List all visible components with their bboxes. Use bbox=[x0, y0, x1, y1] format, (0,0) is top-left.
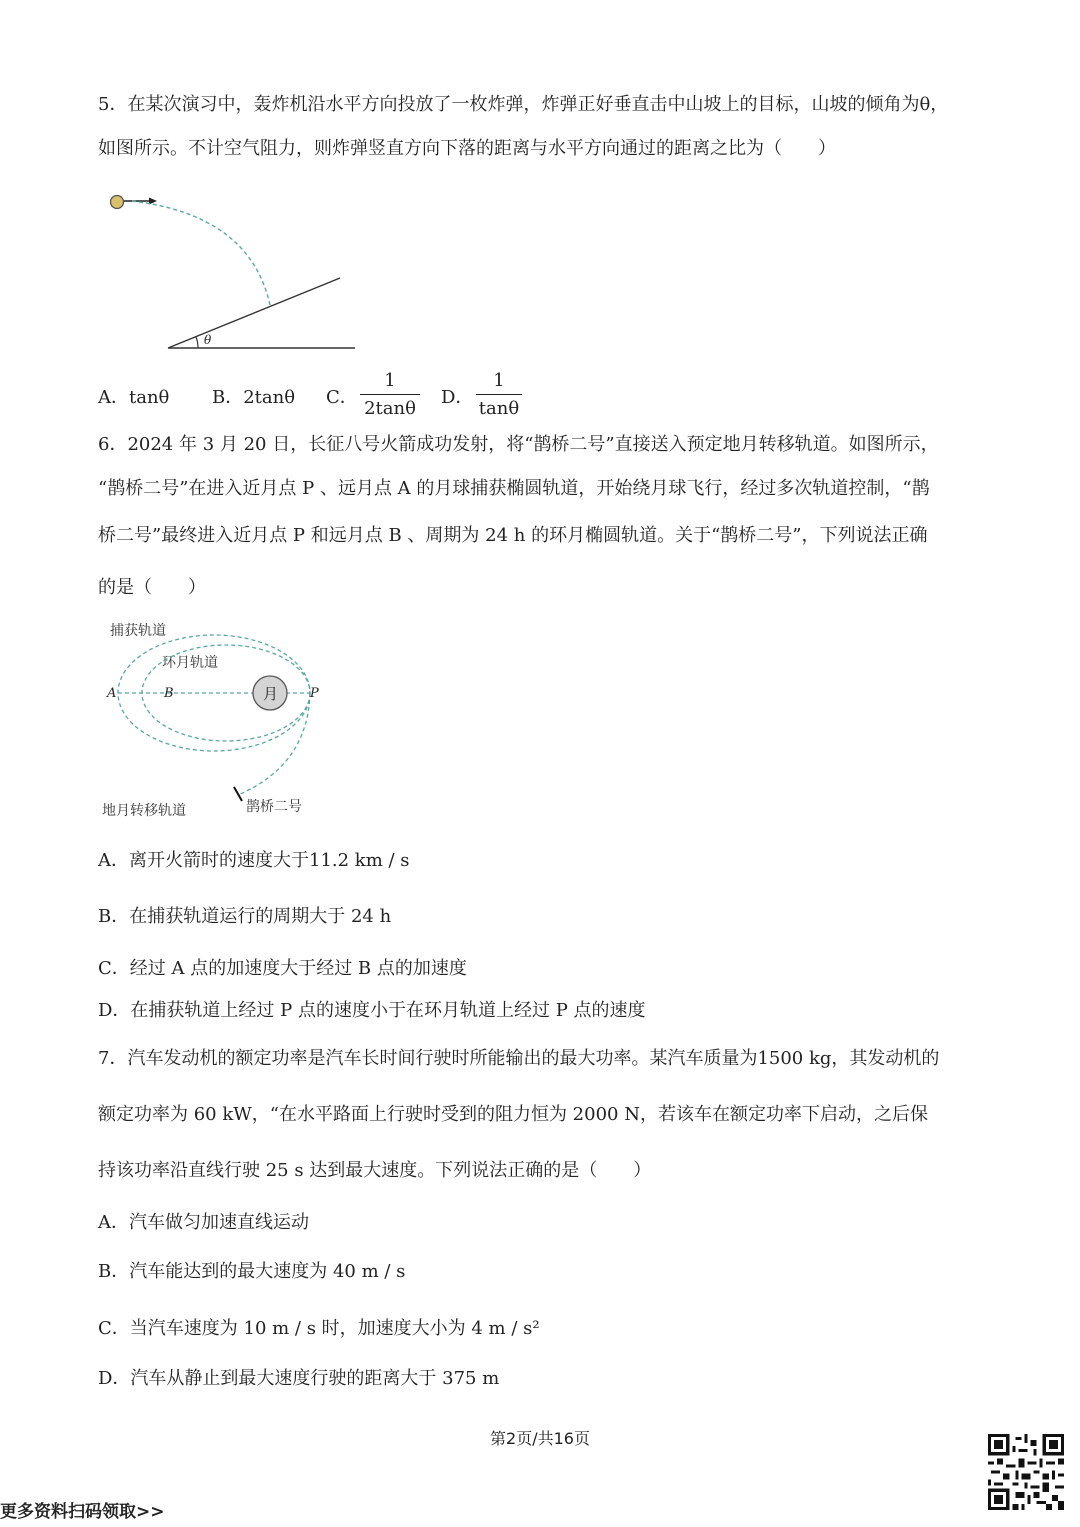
q5-bomb-figure bbox=[100, 185, 370, 355]
q5-stem-line1: 5．在某次演习中，轰炸机沿水平方向投放了一枚炸弹，炸弹正好垂直击中山坡上的目标，山坡的倾角为θ， bbox=[98, 94, 949, 115]
q5-option-c-denominator: 2tanθ bbox=[364, 398, 416, 419]
q7-option-c: C．当汽车速度为 10 m / s 时，加速度大小为 4 m / s² bbox=[98, 1318, 540, 1339]
q7-stem-line2: 额定功率为 60 kW，“在水平路面上行驶时受到的阻力恒为 2000 N，若该车在额定功率下启动，之后保 bbox=[98, 1104, 928, 1125]
q6-lunar-orbit-label: 环月轨道 bbox=[162, 655, 218, 671]
q6-point-p: P bbox=[310, 686, 319, 701]
q6-stem-line1: 6．2024 年 3 月 20 日，长征八号火箭成功发射，将“鹊桥二号”直接送入预定地月转移轨道。如图所示， bbox=[98, 434, 939, 455]
q6-capture-orbit-label: 捕获轨道 bbox=[110, 623, 166, 639]
q5-stem-line2: 如图所示。不计空气阻力，则炸弹竖直方向下落的距离与水平方向通过的距离之比为（ ） bbox=[98, 138, 836, 159]
qr-code-icon bbox=[988, 1434, 1064, 1510]
q5-option-d-fraction bbox=[476, 370, 522, 420]
more-resources-link[interactable]: 更多资料扫码领取>> bbox=[0, 1502, 165, 1522]
q5-option-d-numerator: 1 bbox=[493, 370, 505, 391]
q5-option-a: A．tanθ bbox=[98, 387, 170, 408]
q6-option-b: B．在捕获轨道运行的周期大于 24 h bbox=[98, 906, 392, 927]
q6-point-a: A bbox=[107, 686, 117, 701]
page-number: 第2页/共16页 bbox=[490, 1429, 590, 1448]
q6-stem-line2: “鹊桥二号”在进入近月点 P 、远月点 A 的月球捕获椭圆轨道，开始绕月球飞行，经过多次轨道控制，“鹊 bbox=[98, 478, 930, 499]
q5-option-d-label: D． bbox=[441, 387, 474, 408]
q6-orbit-figure bbox=[98, 615, 338, 830]
q5-option-c-label: C． bbox=[326, 387, 358, 408]
q6-option-c: C．经过 A 点的加速度大于经过 B 点的加速度 bbox=[98, 958, 467, 979]
q5-theta-label: θ bbox=[204, 333, 212, 347]
q6-transfer-orbit-label: 地月转移轨道 bbox=[102, 803, 186, 819]
q5-option-c-fraction bbox=[360, 370, 420, 420]
q7-stem-line3: 持该功率沿直线行驶 25 s 达到最大速度。下列说法正确的是（ ） bbox=[98, 1160, 652, 1181]
q6-point-b: B bbox=[164, 686, 174, 701]
q7-stem-line1: 7．汽车发动机的额定功率是汽车长时间行驶时所能输出的最大功率。某汽车质量为1500 kg，其发动机的 bbox=[98, 1048, 940, 1069]
q6-option-d: D．在捕获轨道上经过 P 点的速度小于在环月轨道上经过 P 点的速度 bbox=[98, 1000, 646, 1021]
q5-option-b: B．2tanθ bbox=[212, 387, 296, 408]
q6-stem-line3: 桥二号”最终进入近月点 P 和远月点 B 、周期为 24 h 的环月椭圆轨道。关于“鹊桥二号”，下列说法正确 bbox=[98, 525, 928, 546]
q6-option-a: A．离开火箭时的速度大于11.2 km / s bbox=[98, 850, 410, 871]
q7-option-a: A．汽车做匀加速直线运动 bbox=[98, 1212, 309, 1233]
q7-option-b: B．汽车能达到的最大速度为 40 m / s bbox=[98, 1261, 406, 1282]
q6-satellite-label: 鹊桥二号 bbox=[246, 799, 302, 815]
q5-option-d-denominator: tanθ bbox=[478, 398, 520, 419]
q6-stem-line4: 的是（ ） bbox=[98, 577, 206, 598]
q6-moon-label: 月 bbox=[263, 685, 279, 703]
q7-option-d: D．汽车从静止到最大速度行驶的距离大于 375 m bbox=[98, 1368, 500, 1389]
q5-option-c-numerator: 1 bbox=[384, 370, 396, 391]
